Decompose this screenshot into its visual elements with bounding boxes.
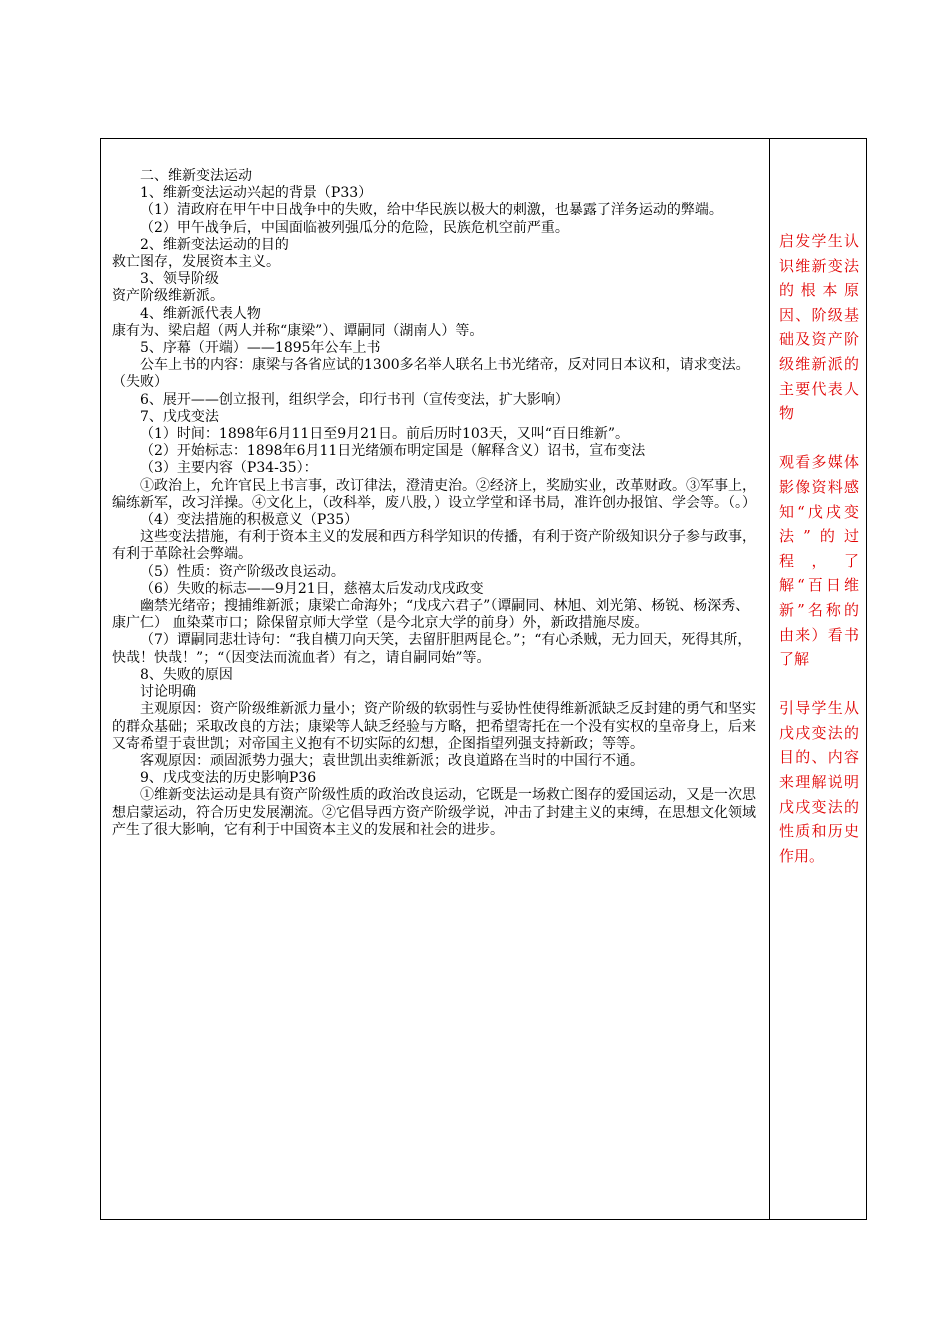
lesson-content xyxy=(112,168,762,839)
section-heading: 二、维新变法运动 xyxy=(140,168,252,184)
paragraph: （6）失败的标志——9月21日，慈禧太后发动戊戌政变 xyxy=(140,580,484,597)
subheading: 6、展开——创立报刊，组织学会，印行书刊（宣传变法，扩大影响） xyxy=(140,391,569,408)
paragraph: （7）谭嗣同悲壮诗句：“我自横刀向天笑，去留肝胆两昆仑。”；“有心杀贼，无力回天，死得其所，快哉！快哉！”；“（因变法而流血者）有之，请自嗣同始”等。 xyxy=(112,632,752,666)
subheading: 2、维新变法运动的目的 xyxy=(140,236,289,253)
paragraph: 公车上书的内容：康梁与各省应试的1300多名举人联名上书光绪帝，反对同日本议和，请求变法。（失败） xyxy=(112,357,750,391)
paragraph: （5）性质：资产阶级改良运动。 xyxy=(140,563,345,580)
paragraph: （2）甲午战争后，中国面临被列强瓜分的危险，民族危机空前严重。 xyxy=(140,219,569,236)
subheading: 3、领导阶级 xyxy=(140,271,219,288)
column-divider xyxy=(769,138,770,1220)
note-spacer xyxy=(779,426,859,451)
paragraph: 救亡图存，发展资本主义。 xyxy=(112,254,280,271)
paragraph: （1）时间：1898年6月11日至9月21日。前后历时103天，又叫“百日维新”。 xyxy=(140,426,630,443)
paragraph: 资产阶级维新派。 xyxy=(112,288,224,305)
subheading: 8、失败的原因 xyxy=(140,666,233,683)
paragraph: 这些变法措施，有利于资本主义的发展和西方科学知识的传播，有利于资产阶级知识分子参与政事，有利于革除社会弊端。 xyxy=(112,529,756,563)
side-note: 观看多媒体影像资料感知“戊戌变法”的过程，了解“百日维新”名称的由来）看书了解 xyxy=(779,453,859,669)
subheading: 1、维新变法运动兴起的背景（P33） xyxy=(140,185,373,202)
paragraph: （3）主要内容（P34-35）： xyxy=(140,460,318,477)
paragraph: ①政治上，允许官民上书言事，改订律法，澄清吏治。②经济上，奖励实业，改革财政。③军事上，编练新军，改习洋操。④文化上，（改科举，废八股，）设立学堂和译书局，准许创办报馆、学会等。（。） xyxy=(112,477,756,511)
subheading: 4、维新派代表人物 xyxy=(140,305,261,322)
paragraph: 主观原因：资产阶级维新派力量小；资产阶级的软弱性与妥协性使得维新派缺乏反封建的勇气和坚实的群众基础；采取改良的方法；康梁等人缺乏经验与方略，把希望寄托在一个没有实权的皇帝身上，后来又寄希望于袁世凯；对帝国主义抱有不切实际的幻想，企图指望列强支持新政；等等。 xyxy=(112,701,756,752)
paragraph: （4）变法措施的积极意义（P35） xyxy=(140,512,359,529)
paragraph: ①维新变法运动是具有资产阶级性质的政治改良运动，它既是一场救亡图存的爱国运动，又是一次思想启蒙运动，符合历史发展潮流。②它倡导西方资产阶级学说，冲击了封建主义的束缚，在思想文化领域产生了很大影响，它有利于中国资本主义的发展和社会的进步。 xyxy=(112,787,756,838)
subheading: 9、戊戌变法的历史影响P36 xyxy=(140,770,317,787)
subheading: 5、序幕（开端）——1895年公车上书 xyxy=(140,340,381,357)
side-note: 引导学生从戊戌变法的目的、内容来理解说明戊戌变法的性质和历史作用。 xyxy=(779,699,859,865)
teaching-notes xyxy=(779,229,859,868)
subheading: 7、戊戌变法 xyxy=(140,408,219,425)
side-note: 启发学生认识维新变法的根本原因、阶级基础及资产阶级维新派的主要代表人物 xyxy=(779,232,859,423)
paragraph: （1）清政府在甲午中日战争中的失败，给中华民族以极大的刺激，也暴露了洋务运动的弊端。 xyxy=(140,202,723,219)
note-spacer xyxy=(779,672,859,697)
paragraph: 康有为、梁启超（两人并称“康梁”）、谭嗣同（湖南人）等。 xyxy=(112,322,484,339)
paragraph: 幽禁光绪帝；搜捕维新派；康梁亡命海外；“戊戌六君子”（谭嗣同、林旭、刘光第、杨锐、杨深秀、康广仁） 血染菜市口；除保留京师大学堂（是今北京大学的前身）外，新政措施尽废。 xyxy=(112,598,750,632)
paragraph: （2）开始标志：1898年6月11日光绪颁布明定国是（解释含义）诏书，宣布变法 xyxy=(140,443,646,460)
paragraph: 客观原因：顽固派势力强大；袁世凯出卖维新派；改良道路在当时的中国行不通。 xyxy=(140,752,644,769)
paragraph: 讨论明确 xyxy=(140,684,196,701)
